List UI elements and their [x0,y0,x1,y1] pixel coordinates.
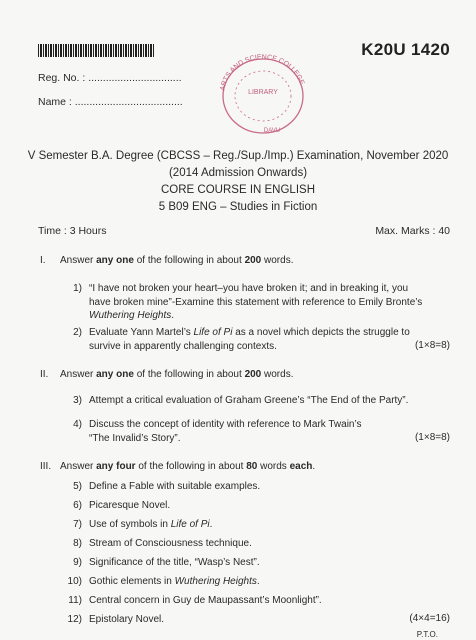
max-marks-label: Max. Marks : 40 [375,225,450,237]
question-8: 8) Stream of Consciousness technique. [73,538,252,549]
section-3-marks: (4×4=16) [409,613,450,624]
name-field: Name : ..................................... [38,96,183,108]
section-2-instruction: II. Answer any one of the following in about 200 words. [40,369,294,380]
pto-label: P.T.O. [416,630,438,639]
course-line: CORE COURSE IN ENGLISH [161,184,315,196]
section-2-marks: (1×8=8) [414,432,450,443]
question-6: 6) Picaresque Novel. [73,500,171,511]
question-11: 11) Central concern in Guy de Maupassant’s Moonlight”. [68,595,322,606]
question-5: 5) Define a Fable with suitable examples. [73,481,261,492]
svg-text:ARTS AND SCIENCE COLLEGE [219,54,305,91]
reg-no-field: Reg. No. : ................................ [38,72,182,84]
section-3-instruction: III. Answer any four of the following in about 80 words each. [40,461,316,472]
library-stamp [212,50,312,136]
stamp-center-text: LIBRARY [248,89,278,96]
time-label: Time : 3 Hours [38,225,107,237]
question-3: 3) Attempt a critical evaluation of Graham Greene’s “The End of the Party”. [73,395,409,406]
exam-title: V Semester B.A. Degree (CBCSS – Reg./Sup./Imp.) Examination, November 2020 [27,150,449,162]
question-12: 12) Epistolary Novel. [67,614,165,625]
stamp-ring-text: ARTS AND SCIENCE COLLEGE [219,53,306,92]
question-7: 7) Use of symbols in Life of Pi. [73,519,213,530]
section-1-instruction: I. Answer any one of the following in about 200 words. [40,255,294,266]
question-10: 10) Gothic elements in Wuthering Heights. [67,576,260,587]
admission-line: (2014 Admission Onwards) [168,167,308,179]
question-1: 1) “I have not broken your heart–you have broken it; and in breaking it, you have broken mine”-Examine this statement with reference to Emily Bronte’s Wuthering Heights. [73,283,423,321]
barcode [38,44,154,57]
stamp-bottom-text: DAVU [263,128,281,134]
question-9: 9) Significance of the title, “Wasp’s Nest”. [73,557,260,568]
question-4: 4) Discuss the concept of identity with reference to Mark Twain’s “The Invalid’s Story”. [73,419,362,444]
question-2: 2) Evaluate Yann Martel’s Life of Pi as a novel which depicts the struggle to survive in apparently challenging contexts. [73,327,410,352]
section-1-marks: (1×8=8) [414,340,450,351]
paper-code: K20U 1420 [361,40,450,59]
subject-line: 5 B09 ENG – Studies in Fiction [158,201,318,213]
